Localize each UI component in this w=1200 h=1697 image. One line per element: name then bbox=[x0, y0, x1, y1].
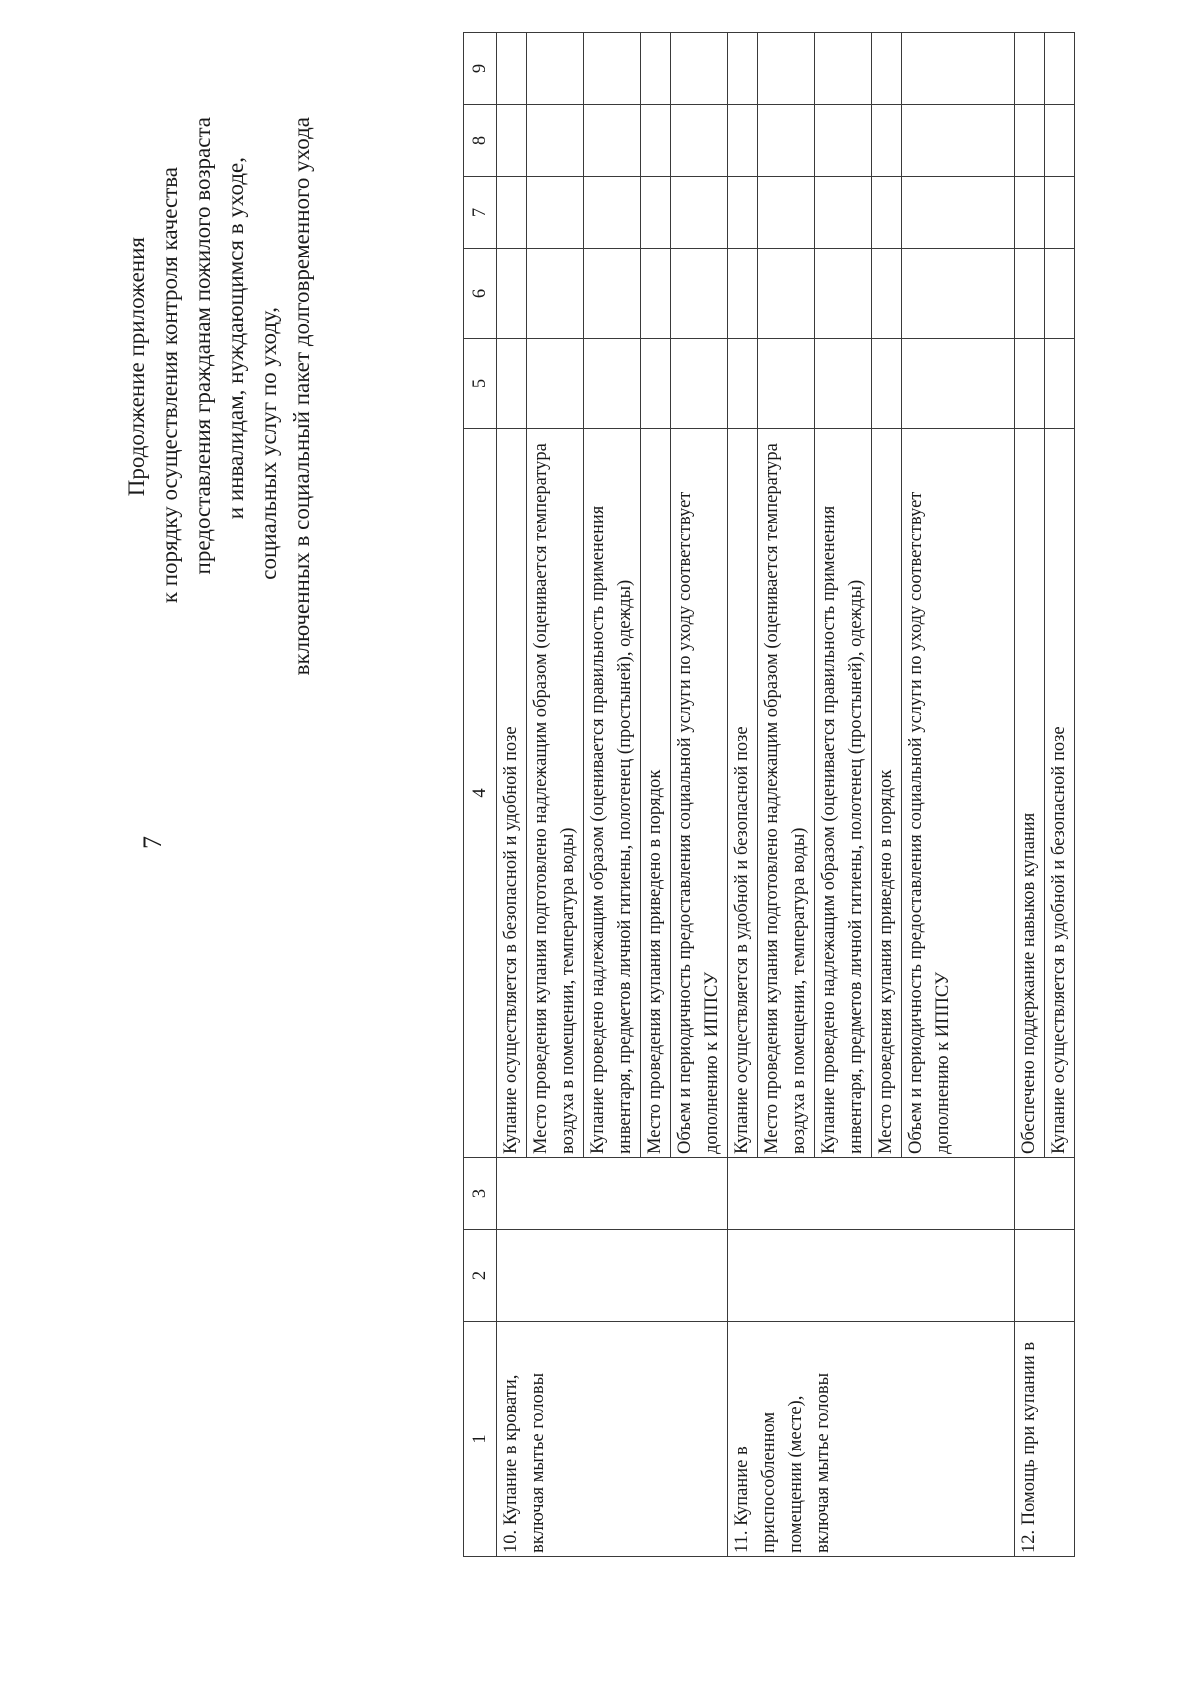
empty-cell bbox=[584, 105, 641, 177]
empty-cell bbox=[902, 33, 1015, 105]
heading-line: социальных услуг по уходу, bbox=[256, 307, 281, 580]
empty-cell bbox=[671, 339, 728, 429]
criterion-cell: Купание проведено надлежащим образом (оценивается правильность применения инвентаря, предметов личной гигиены, полотенец (простыней), одежды) bbox=[815, 429, 872, 1158]
header-cell: 8 bbox=[464, 105, 497, 177]
criterion-cell: Купание осуществляется в удобной и безопасной позе bbox=[1045, 429, 1075, 1158]
header-cell: 9 bbox=[464, 33, 497, 105]
empty-cell bbox=[728, 1158, 1015, 1230]
criterion-cell: Купание осуществляется в удобной и безопасной позе bbox=[728, 429, 758, 1158]
header-cell: 6 bbox=[464, 249, 497, 339]
empty-cell bbox=[758, 177, 815, 249]
empty-cell bbox=[902, 105, 1015, 177]
empty-cell bbox=[1045, 177, 1075, 249]
heading-line: Продолжение приложения bbox=[124, 237, 149, 497]
empty-cell bbox=[1015, 177, 1045, 249]
empty-cell bbox=[1015, 339, 1045, 429]
empty-cell bbox=[1015, 249, 1045, 339]
empty-cell bbox=[902, 249, 1015, 339]
empty-cell bbox=[641, 105, 671, 177]
empty-cell bbox=[1045, 33, 1075, 105]
empty-cell bbox=[728, 105, 758, 177]
empty-cell bbox=[497, 177, 527, 249]
header-cell: 3 bbox=[464, 1158, 497, 1230]
service-name-cell: 10. Купание в кровати, включая мытье головы bbox=[497, 1322, 728, 1557]
table-row bbox=[728, 33, 758, 1557]
empty-cell bbox=[902, 177, 1015, 249]
criterion-cell: Обеспечено поддержание навыков купания bbox=[1015, 429, 1045, 1158]
heading-line: и инвалидам, нуждающимся в уходе, bbox=[223, 157, 248, 520]
criterion-cell: Место проведения купания приведено в порядок bbox=[641, 429, 671, 1158]
empty-cell bbox=[815, 177, 872, 249]
empty-cell bbox=[497, 1230, 728, 1322]
criteria-table bbox=[463, 32, 1075, 1557]
service-name-cell: 12. Помощь при купании в bbox=[1015, 1322, 1075, 1557]
empty-cell bbox=[527, 105, 584, 177]
empty-cell bbox=[1015, 105, 1045, 177]
empty-cell bbox=[815, 249, 872, 339]
empty-cell bbox=[872, 33, 902, 105]
empty-cell bbox=[728, 177, 758, 249]
empty-cell bbox=[527, 33, 584, 105]
empty-cell bbox=[641, 339, 671, 429]
empty-cell bbox=[1015, 1230, 1075, 1322]
empty-cell bbox=[728, 1230, 1015, 1322]
empty-cell bbox=[584, 177, 641, 249]
empty-cell bbox=[527, 249, 584, 339]
empty-cell bbox=[758, 105, 815, 177]
header-cell: 1 bbox=[464, 1322, 497, 1557]
empty-cell bbox=[1045, 339, 1075, 429]
empty-cell bbox=[902, 339, 1015, 429]
header-cell: 4 bbox=[464, 429, 497, 1158]
empty-cell bbox=[728, 249, 758, 339]
criterion-cell: Место проведения купания подготовлено надлежащим образом (оценивается температура воздуха в помещении, температура воды) bbox=[758, 429, 815, 1158]
empty-cell bbox=[1045, 249, 1075, 339]
empty-cell bbox=[671, 177, 728, 249]
empty-cell bbox=[1015, 33, 1045, 105]
empty-cell bbox=[1045, 105, 1075, 177]
page-number: 7 bbox=[138, 836, 167, 849]
empty-cell bbox=[671, 105, 728, 177]
empty-cell bbox=[671, 249, 728, 339]
header-cell: 2 bbox=[464, 1230, 497, 1322]
table-row bbox=[1015, 33, 1045, 1557]
empty-cell bbox=[497, 33, 527, 105]
criterion-cell: Объем и периодичность предоставления социальной услуги по уходу соответствует дополнению к ИППСУ bbox=[902, 429, 1015, 1158]
empty-cell bbox=[872, 249, 902, 339]
criterion-cell: Объем и периодичность предоставления социальной услуги по уходу соответствует дополнению к ИППСУ bbox=[671, 429, 728, 1158]
heading-line: к порядку осуществления контроля качества bbox=[157, 167, 182, 604]
empty-cell bbox=[497, 105, 527, 177]
heading-line: предоставления гражданам пожилого возраста bbox=[190, 117, 215, 575]
empty-cell bbox=[815, 339, 872, 429]
criterion-cell: Место проведения купания приведено в порядок bbox=[872, 429, 902, 1158]
empty-cell bbox=[641, 177, 671, 249]
appendix-heading bbox=[120, 117, 318, 1317]
criterion-cell: Купание проведено надлежащим образом (оценивается правильность применения инвентаря, предметов личной гигиены, полотенец (простыней), одежды) bbox=[584, 429, 641, 1158]
empty-cell bbox=[1015, 1158, 1075, 1230]
empty-cell bbox=[758, 249, 815, 339]
empty-cell bbox=[728, 33, 758, 105]
empty-cell bbox=[815, 33, 872, 105]
header-cell: 5 bbox=[464, 339, 497, 429]
criterion-cell: Купание осуществляется в безопасной и удобной позе bbox=[497, 429, 527, 1158]
empty-cell bbox=[527, 339, 584, 429]
empty-cell bbox=[872, 105, 902, 177]
empty-cell bbox=[671, 33, 728, 105]
empty-cell bbox=[527, 177, 584, 249]
heading-line: включенных в социальный пакет долговременного ухода bbox=[289, 117, 314, 676]
empty-cell bbox=[584, 33, 641, 105]
table-row bbox=[497, 33, 527, 1557]
empty-cell bbox=[758, 339, 815, 429]
empty-cell bbox=[641, 33, 671, 105]
empty-cell bbox=[497, 249, 527, 339]
header-cell: 7 bbox=[464, 177, 497, 249]
service-name-cell: 11. Купание в приспособленном помещении (месте), включая мытье головы bbox=[728, 1322, 1015, 1557]
empty-cell bbox=[497, 339, 527, 429]
empty-cell bbox=[872, 339, 902, 429]
empty-cell bbox=[815, 105, 872, 177]
empty-cell bbox=[584, 249, 641, 339]
criterion-cell: Место проведения купания подготовлено надлежащим образом (оценивается температура воздуха в помещении, температура воды) bbox=[527, 429, 584, 1158]
empty-cell bbox=[758, 33, 815, 105]
header-row bbox=[464, 33, 497, 1557]
empty-cell bbox=[584, 339, 641, 429]
empty-cell bbox=[728, 339, 758, 429]
empty-cell bbox=[497, 1158, 728, 1230]
empty-cell bbox=[872, 177, 902, 249]
empty-cell bbox=[641, 249, 671, 339]
